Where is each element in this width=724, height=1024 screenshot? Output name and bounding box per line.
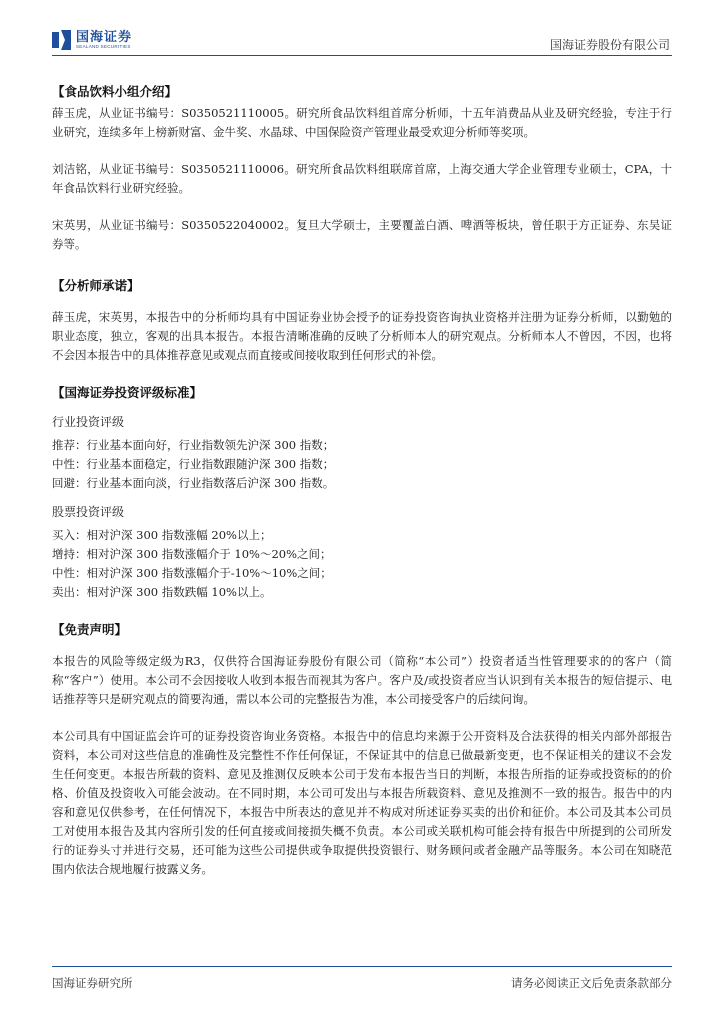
disclaimer-section-title: 【免责声明】 (52, 622, 128, 637)
disclaimer-paragraph-2: 本公司具有中国证监会许可的证券投资咨询业务资格。本报告中的信息均来源于公开资料及合法获得的相关内部外部报告资料，本公司对这些信息的准确性及完整性不作任何保证，不保证其中的信息已做最新变更，也不保证相关的建议不会发生任何变更。本报告所载的资料、意见及推测仅反映本公司于发布本报告当日的判断，本报告所指的证券或投资标的的价格、价值及投资收入可能会波动。在不同时期，本公司可发出与本报告所载资料、意见及推测不一致的报告。报告中的内容和意见仅供参考，在任何情况下，本报告中所表达的意见并不构成对所述证券买卖的出价和征价。本公司及其本公司员工对使用本报告及其内容所引发的任何直接或间接损失概不负责。本公司或关联机构可能会持有报告中所提到的公司所发行的证券头寸并进行交易，还可能为这些公司提供或争取提供投资银行、财务顾问或者金融产品等服务。本公司在知晓范围内依法合规地履行披露义务。 (52, 729, 672, 876)
disclaimer-paragraph-1: 本报告的风险等级定级为R3，仅供符合国海证券股份有限公司（简称“本公司”）投资者适当性管理要求的的客户（简称“客户”）使用。本公司不会因接收人收到本报告而视其为客户。客户及/或投资者应当认识到有关本报告的短信提示、电话推荐等只是研究观点的简要沟通，需以本公司的完整报告为准，本公司接受客户的后续问询。 (52, 654, 672, 706)
stock-rating-3: 中性：相对沪深 300 指数涨幅介于-10%～10%之间； (52, 566, 332, 580)
page-header (0, 0, 724, 60)
industry-rating-title: 行业投资评级 (52, 415, 125, 429)
rating-section-title: 【国海证券投资评级标准】 (52, 385, 203, 400)
team-section-title: 【食品饮料小组介绍】 (52, 84, 178, 99)
footer-left: 国海证券研究所 (52, 976, 133, 990)
industry-rating-2: 中性：行业基本面稳定，行业指数跟随沪深 300 指数； (52, 457, 335, 471)
company-logo (52, 30, 132, 50)
logo-mark-icon (52, 30, 72, 50)
stock-rating-4: 卖出：相对沪深 300 指数跌幅 10%以上。 (52, 585, 272, 599)
stock-rating-2: 增持：相对沪深 300 指数涨幅介于 10%～20%之间； (52, 547, 332, 561)
stock-rating-1: 买入：相对沪深 300 指数涨幅 20%以上； (52, 528, 272, 542)
logo-cn: 国海证券 (76, 29, 133, 45)
team-member-1: 薛玉虎，从业证书编号：S0350521110005。研究所食品饮料组首席分析师，十五年消费品从业及研究经验，专注于行业研究，连续多年上榜新财富、金牛奖、水晶球、中国保险资产管理业最受欢迎分析师等奖项。 (52, 106, 672, 139)
commitment-section-title: 【分析师承诺】 (52, 278, 140, 293)
logo-en: SEALAND SECURITIES (76, 43, 131, 49)
team-member-2: 刘洁铭，从业证书编号：S0350521110006。研究所食品饮料组联席首席，上海交通大学企业管理专业硕士，CPA，十年食品饮料行业研究经验。 (52, 162, 672, 195)
team-member-3: 宋英男，从业证书编号：S0350522040002。复旦大学硕士，主要覆盖白酒、啤酒等板块，曾任职于方正证券、东吴证券等。 (52, 218, 672, 251)
page-content (52, 82, 672, 879)
stock-rating-title: 股票投资评级 (52, 505, 125, 519)
commitment-text: 薛玉虎，宋英男，本报告中的分析师均具有中国证券业协会授予的证券投资咨询执业资格并注册为证券分析师，以勤勉的职业态度，独立，客观的出具本报告。本报告清晰准确的反映了分析师本人的研究观点。分析师本人不曾因，不因，也将不会因本报告中的具体推荐意见或观点而直接或间接收取到任何形式的补偿。 (52, 310, 672, 362)
industry-rating-1: 推荐：行业基本面向好，行业指数领先沪深 300 指数； (52, 438, 335, 452)
company-name: 国海证券股份有限公司 (549, 38, 670, 52)
footer-divider (52, 966, 672, 967)
footer-right: 请务必阅读正文后免责条款部分 (511, 976, 672, 990)
industry-rating-3: 回避：行业基本面向淡，行业指数落后沪深 300 指数。 (52, 476, 335, 490)
header-divider (52, 55, 672, 56)
